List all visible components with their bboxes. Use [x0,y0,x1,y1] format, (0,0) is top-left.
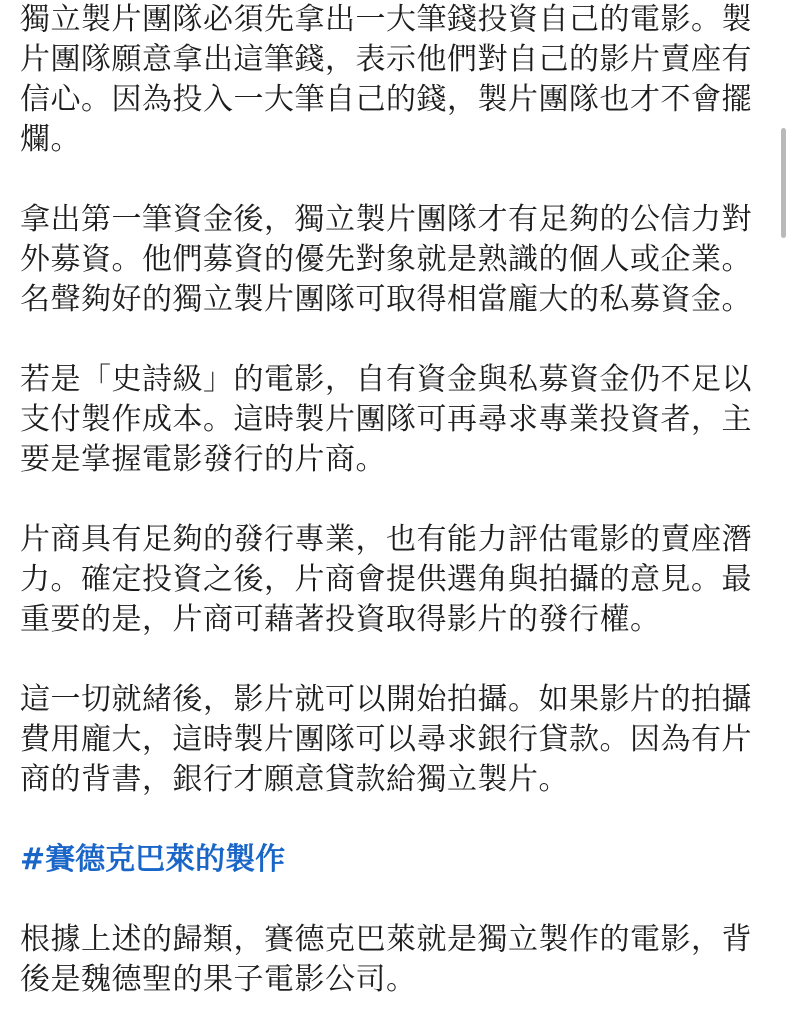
paragraph-4: 片商具有足夠的發行專業，也有能力評估電影的賣座潛力。確定投資之後，片商會提供選角與拍攝的意見。最重要的是，片商可藉著投資取得影片的發行權。 [20,522,752,637]
paragraph-spacer [20,880,772,920]
article-body [20,0,772,1000]
paragraph-3: 若是「史詩級」的電影，自有資金與私募資金仍不足以支付製作成本。這時製片團隊可再尋求專業投資者，主要是掌握電影發行的片商。 [20,362,752,477]
paragraph-spacer [20,480,772,520]
paragraph-1: 獨立製片團隊必須先拿出一大筆錢投資自己的電影。製片團隊願意拿出這筆錢，表示他們對自己的影片賣座有信心。因為投入一大筆自己的錢，製片團隊也才不會擺爛。 [20,2,752,157]
paragraph-5: 這一切就緒後，影片就可以開始拍攝。如果影片的拍攝費用龐大，這時製片團隊可以尋求銀行貸款。因為有片商的背書，銀行才願意貸款給獨立製片。 [20,682,752,797]
paragraph-2: 拿出第一筆資金後，獨立製片團隊才有足夠的公信力對外募資。他們募資的優先對象就是熟識的個人或企業。名聲夠好的獨立製片團隊可取得相當龐大的私募資金。 [20,202,752,317]
paragraph-spacer [20,160,772,200]
paragraph-6: 根據上述的歸類，賽德克巴萊就是獨立製作的電影，背後是魏德聖的果子電影公司。 [20,922,752,997]
paragraph-spacer [20,320,772,360]
scrollbar-thumb[interactable] [781,128,786,238]
hashtag-link[interactable]: #賽德克巴萊的製作 [20,842,286,877]
paragraph-spacer [20,800,772,840]
paragraph-spacer [20,640,772,680]
